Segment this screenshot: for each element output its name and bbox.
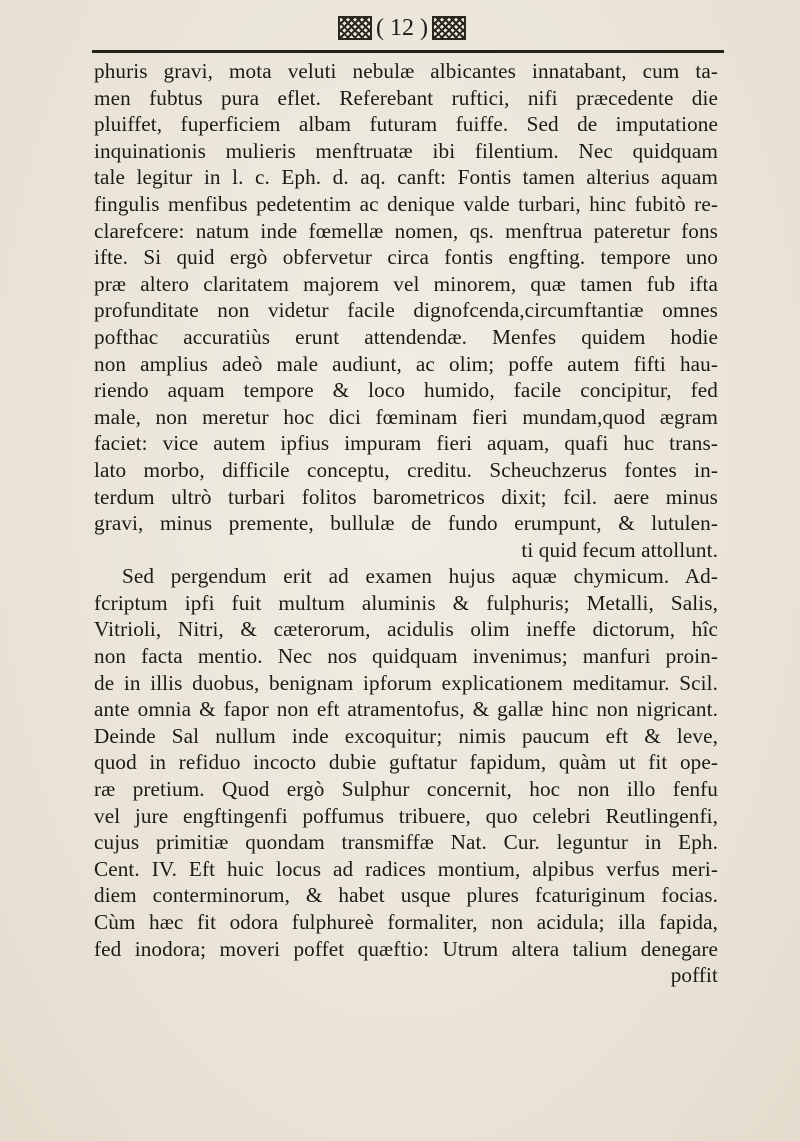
text-line: tale legitur in l. c. Eph. d. aq. canft: Fontis tamen alterius aquam — [94, 165, 718, 190]
text-line: non facta mentio. Nec nos quidquam invenimus; manfuri proin- — [94, 644, 718, 669]
text-line-paragraph-start: Sed pergendum erit ad examen hujus aquæ chymicum. Ad- — [122, 564, 718, 589]
text-line: non amplius adeò male audiunt, ac olim; poffe autem fifti hau- — [94, 351, 718, 376]
text-line: quod in refiduo incocto dubie guftatur fapidum, quàm ut fit ope- — [94, 750, 718, 775]
text-line: inquinationis mulieris menftruatæ ibi filentium. Nec quidquam — [94, 138, 718, 163]
text-line: de in illis duobus, benignam ipforum explicationem meditamur. Scil. — [94, 670, 718, 695]
text-line: male, non meretur hoc dici fœminam fieri mundam,quod ægram — [94, 404, 718, 429]
catchword: poffit — [670, 963, 718, 988]
text-line: terdum ultrò turbari folitos barometricos dixit; fcil. aere minus — [94, 484, 718, 509]
text-line: phuris gravi, mota veluti nebulæ albicantes innatabant, cum ta- — [94, 59, 718, 83]
text-line: fed inodora; moveri poffet quæftio: Utrum altera talium denegare — [94, 936, 718, 961]
text-line: ræ pretium. Quod ergò Sulphur concernit, hoc non illo fenfu — [94, 777, 718, 802]
text-line: faciet: vice autem ipfius impuram fieri aquam, quafi huc trans- — [94, 431, 718, 456]
text-line-paragraph-end: ti quid fecum attollunt. — [521, 537, 718, 562]
text-line: cujus primitiæ quondam transmiffæ Nat. Cur. leguntur in Eph. — [94, 830, 718, 855]
printer-ornament-left — [338, 16, 372, 40]
text-line: Cùm hæc fit odora fulphureè formaliter, non acidula; illa fapida, — [94, 910, 718, 934]
text-line: Deinde Sal nullum inde excoquitur; nimis paucum eft & leve, — [94, 723, 718, 748]
text-line: riendo aquam tempore & loco humido, facile concipitur, fed — [94, 378, 718, 403]
text-line: profunditate non videtur facile dignofcenda,circumftantiæ omnes — [94, 298, 718, 323]
text-line: gravi, minus premente, bullulæ de fundo erumpunt, & lutulen- — [94, 511, 718, 536]
text-line: Vitrioli, Nitri, & cæterorum, acidulis olim ineffe dictorum, hîc — [94, 617, 718, 642]
text-line: clarefcere: natum inde fœmellæ nomen, qs. menftrua pateretur fons — [94, 218, 718, 243]
text-line: ante omnia & fapor non eft atramentofus, & gallæ hinc non nigricant. — [94, 697, 718, 722]
header-rule — [92, 50, 724, 53]
text-line: men fubtus pura eflet. Referebant ruftici, nifi præcedente die — [94, 85, 718, 110]
text-line: diem conterminorum, & habet usque plures fcaturiginum focias. — [94, 883, 718, 908]
body-text — [94, 58, 718, 989]
page-header — [0, 14, 800, 54]
text-line: pluiffet, fuperficiem albam futuram fuiffe. Sed de imputatione — [94, 112, 718, 137]
text-line: vel jure engftingenfi poffumus tribuere, quo celebri Reutlingenfi, — [94, 803, 718, 828]
text-line: fingulis menfibus pedetentim ac denique valde turbari, hinc fubitò re- — [94, 191, 718, 216]
text-line: lato morbo, difficile conceptu, creditu. Scheuchzerus fontes in- — [94, 457, 718, 482]
text-line: fcriptum ipfi fuit multum aluminis & fulphuris; Metalli, Salis, — [94, 590, 718, 615]
text-line: ifte. Si quid ergò obfervetur circa fontis engfting. tempore uno — [94, 245, 718, 270]
printer-ornament-right — [432, 16, 466, 40]
page-number: ( 12 ) — [376, 15, 428, 41]
text-line: præ altero claritatem majorem vel minorem, quæ tamen fub ifta — [94, 271, 718, 296]
text-line: Cent. IV. Eft huic locus ad radices montium, alpibus verfus meri- — [94, 856, 718, 881]
text-line: pofthac accuratiùs erunt attendendæ. Menfes quidem hodie — [94, 324, 718, 349]
